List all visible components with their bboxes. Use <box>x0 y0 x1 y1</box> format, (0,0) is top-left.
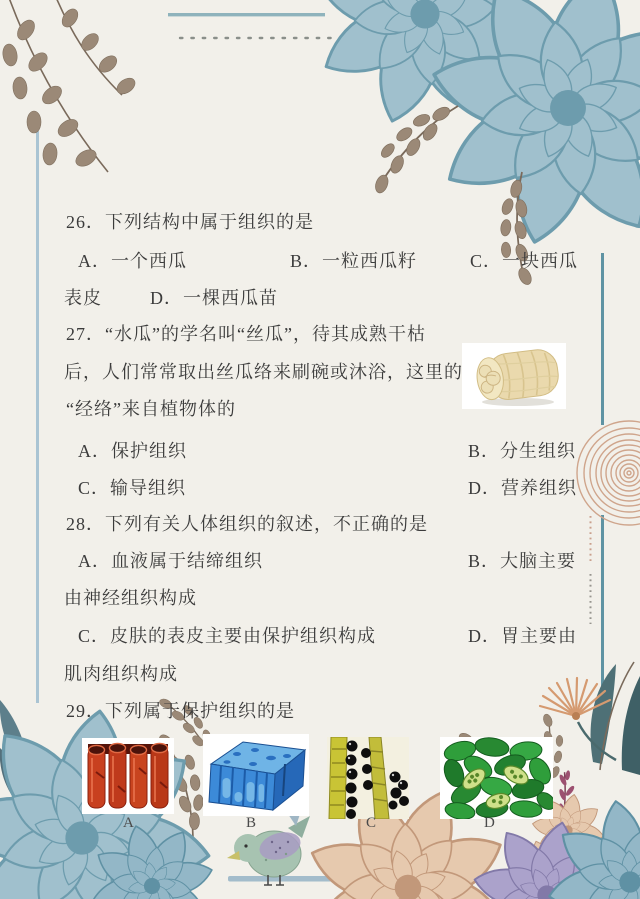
top-rule-and-dots-icon <box>168 13 352 38</box>
loofah-icon <box>462 343 566 409</box>
wood-slice-icon <box>577 421 640 525</box>
q28-option-a: A．血液属于结缔组织 <box>78 551 263 571</box>
sieve-tube-cells-icon <box>327 737 409 819</box>
q26-option-c-wrap: 表皮 <box>64 288 102 308</box>
q29-figure-d <box>440 737 553 819</box>
q26-option-a: A．一个西瓜 <box>78 251 187 271</box>
q28-option-b-wrap: 由神经组织构成 <box>64 588 197 608</box>
q26-option-c: C．一块西瓜 <box>470 251 579 271</box>
q29-figure-b <box>203 734 309 816</box>
q28-option-b: B．大脑主要 <box>468 551 577 571</box>
q27-option-a: A．保护组织 <box>78 441 187 461</box>
bird-icon <box>227 808 310 885</box>
q29-figure-a-label: A <box>123 815 134 831</box>
green-cells-icon <box>440 737 553 819</box>
q27-option-d: D．营养组织 <box>468 478 577 498</box>
q28-option-c: C．皮肤的表皮主要由保护组织构成 <box>78 626 377 646</box>
q29-figure-b-label: B <box>246 815 257 831</box>
q27-line3: “经络”来自植物体的 <box>66 399 236 419</box>
q26-option-d: D．一棵西瓜苗 <box>150 288 278 308</box>
loofah-image <box>462 343 566 409</box>
q26-stem: 26．下列结构中属于组织的是 <box>66 212 314 232</box>
q29-figure-a <box>82 738 174 814</box>
q29-stem: 29．下列属于保护组织的是 <box>66 701 295 721</box>
q27-line2: 后，人们常常取出丝瓜络来刷碗或沐浴，这里的 <box>64 362 463 382</box>
succulents-top-right-icon <box>274 0 640 290</box>
q27-line1: 27．“水瓜”的学名叫“丝瓜”，待其成熟干枯 <box>66 324 426 344</box>
q28-option-d-wrap: 肌肉组织构成 <box>64 664 178 684</box>
q28-stem: 28．下列有关人体组织的叙述，不正确的是 <box>66 514 428 534</box>
q27-option-c: C．输导组织 <box>78 478 187 498</box>
q29-figure-c-label: C <box>366 815 377 831</box>
branch-top-left-icon <box>1 0 138 172</box>
q29-figure-d-label: D <box>484 815 495 831</box>
q26-option-b: B．一粒西瓜籽 <box>290 251 418 271</box>
left-vertical-line-icon <box>36 131 39 703</box>
q29-figure-c <box>327 737 409 819</box>
q27-option-b: B．分生组织 <box>468 441 577 461</box>
q28-option-d: D．胃主要由 <box>468 626 577 646</box>
red-tubular-cells-icon <box>82 738 174 814</box>
blue-epidermis-block-icon <box>203 734 309 816</box>
bird-perch-bar-icon <box>228 876 334 882</box>
